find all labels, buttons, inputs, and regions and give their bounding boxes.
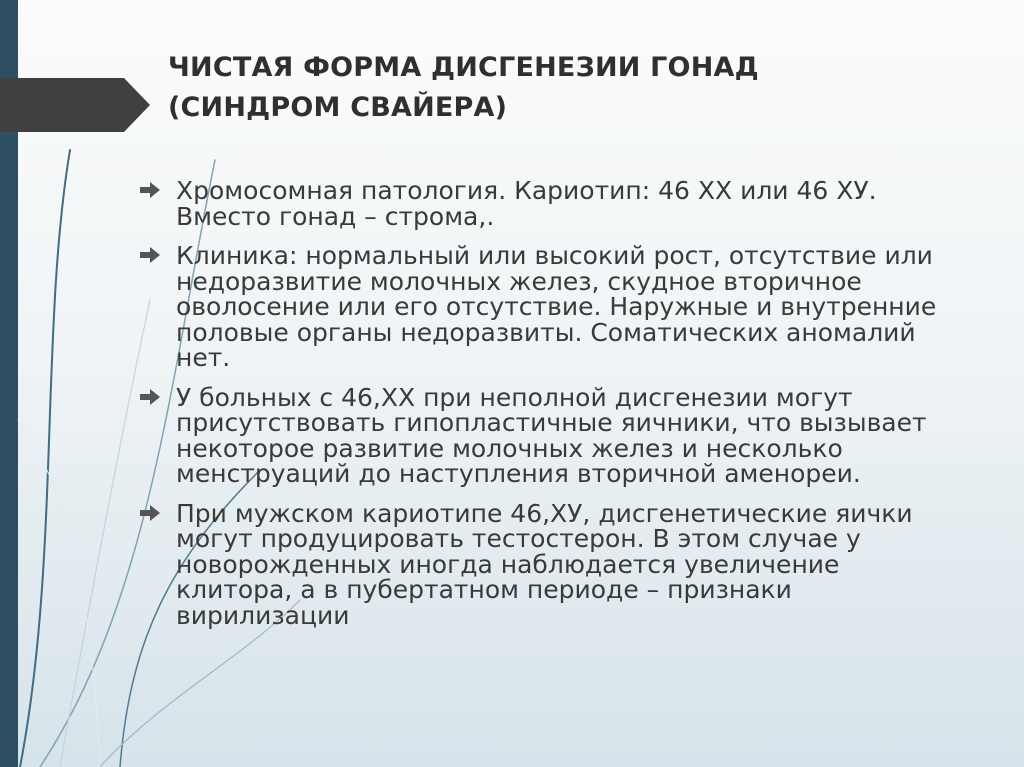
bullet-item [140, 498, 940, 630]
arrow-right-icon [140, 247, 162, 263]
arrow-right-icon [140, 505, 162, 521]
slide-title-line-1: ЧИСТАЯ ФОРМА ДИСГЕНЕЗИИ ГОНАД [168, 52, 759, 83]
bullet-item [140, 382, 940, 488]
title-accent-tab [0, 78, 150, 132]
bullet-text: У больных с 46,ХХ при неполной дисгенезии могут присутствовать гипопластичные яичники, что вызывает некоторое развитие молочных желез и несколько менструаций до наступления вторичной аменореи. [176, 382, 927, 488]
bullet-list [140, 178, 940, 642]
arrow-right-icon [140, 182, 162, 198]
bullet-item [140, 243, 940, 371]
arrow-right-icon [140, 389, 162, 405]
slide-title [168, 48, 968, 128]
bullet-text: При мужском кариотипе 46,ХУ, дисгенетические яички могут продуцировать тестостерон. В этом случае у новорожденных иногда наблюдается увеличение клитора, а в пубертатном периоде – признаки вирилизации [176, 498, 913, 630]
bullet-text: Клиника: нормальный или высокий рост, отсутствие или недоразвитие молочных желез, скудное вторичное оволосение или его отсутствие. Наружные и внутренние половые органы недоразвиты. Соматических аномалий нет. [176, 241, 937, 372]
bullet-text: Хромосомная патология. Кариотип: 46 ХХ или 46 ХУ. Вместо гонад – строма,. [176, 176, 877, 231]
bullet-item [140, 178, 940, 229]
slide-title-line-2: (СИНДРОМ СВАЙЕРА) [168, 92, 508, 123]
